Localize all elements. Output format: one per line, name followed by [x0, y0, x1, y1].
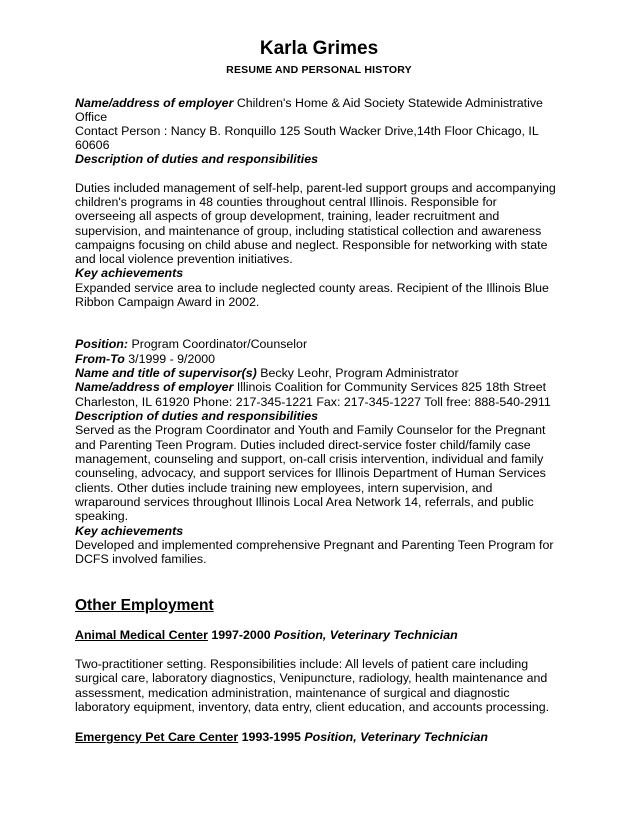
- other-entry1-desc-line: surgical care, laboratory diagnostics, Venipuncture, radiology, health maintenance and: [75, 671, 548, 685]
- job2-employer-line2: Charleston, IL 61920 Phone: 217-345-1221 Fax: 217-345-1227 Toll free: 888-540-2911: [75, 395, 551, 409]
- job2-duties-label: Description of duties and responsibilities: [75, 409, 319, 423]
- job1-duty-line: supervision, and maintenance of group, including statistical collection and awareness: [75, 224, 542, 238]
- job1-duty-line: campaigns focusing on child abuse and neglect. Responsible for networking with state: [75, 238, 548, 252]
- job2-duty-line: wraparound services throughout Illinois Local Area Network 14, referrals, and public: [75, 495, 534, 509]
- job2-duty-line: counseling, advocacy, and support services for Illinois Department of Human Services: [75, 466, 546, 480]
- other-employment-heading: Other Employment: [75, 597, 214, 614]
- job1-duty-line: children's programs in 48 counties throughout central Illinois. Responsible for: [75, 195, 497, 209]
- job1-duty-line: and local violence prevention initiatives.: [75, 252, 293, 266]
- job1-duty-line: overseeing all aspects of group development, training, leader recruitment and: [75, 209, 500, 223]
- job2-fromto-label: From-To: [75, 352, 125, 366]
- job2-fromto-line: [75, 352, 575, 367]
- job2-position-value: Program Coordinator/Counselor: [131, 337, 308, 351]
- job2-supervisor-value: Becky Leohr, Program Administrator: [260, 366, 459, 380]
- job2-achievements-label: Key achievements: [75, 524, 184, 538]
- job2-duty-line: Served as the Program Coordinator and Youth and Family Counselor for the Pregnant: [75, 423, 546, 437]
- other-entry1-dates: 1997-2000: [207, 628, 275, 642]
- other-entry1-line: [75, 628, 575, 643]
- job2-employer-value: Illinois Coalition for Community Services 825 18th Street: [236, 380, 547, 394]
- other-entry1-employer: Animal Medical Center: [75, 628, 208, 642]
- other-entry1-desc-line: assessment, medication administration, maintenance of surgical and diagnostic: [75, 686, 510, 700]
- other-entry2-line: [75, 730, 575, 745]
- other-entry2-employer: Emergency Pet Care Center: [75, 730, 239, 744]
- job2-supervisor-label: Name and title of supervisor(s): [75, 366, 257, 380]
- job1-contact-line2: 60606: [75, 138, 110, 152]
- job1-employer-value: Children's Home & Aid Society Statewide Administrative: [236, 96, 543, 110]
- job2-duty-line: and Parenting Teen Program. Duties included direct-service foster child/family case: [75, 438, 531, 452]
- job1-duties-label: Description of duties and responsibilities: [75, 152, 319, 166]
- job1-achievement-line: Ribbon Campaign Award in 2002.: [75, 295, 260, 309]
- job1-duty-line: Duties included management of self-help, parent-led support groups and accompanying: [75, 181, 556, 195]
- job2-fromto-value: 3/1999 - 9/2000: [128, 352, 216, 366]
- job2-duty-line: speaking.: [75, 509, 129, 523]
- job1-employer-label: Name/address of employer: [75, 96, 234, 110]
- other-entry1-desc-line: Two-practitioner setting. Responsibilities include: All levels of patient care including: [75, 657, 529, 671]
- other-entry1-position: Position, Veterinary Technician: [274, 628, 458, 642]
- job2-duty-line: clients. Other duties include training new employees, intern supervision, and: [75, 481, 493, 495]
- job1-achievement-line: Expanded service area to include neglected county areas. Recipient of the Illinois Blue: [75, 281, 549, 295]
- job2-achievement-line: Developed and implemented comprehensive Pregnant and Parenting Teen Program for: [75, 538, 554, 552]
- job1-achievements-label: Key achievements: [75, 266, 184, 280]
- other-entry2-position: Position, Veterinary Technician: [304, 730, 488, 744]
- job2-supervisor-line: [75, 366, 575, 381]
- resume-subtitle: RESUME AND PERSONAL HISTORY: [226, 64, 412, 76]
- other-entry2-dates: 1993-1995: [238, 730, 305, 744]
- job1-employer-line2: Office: [75, 110, 108, 124]
- job2-position-label: Position:: [75, 337, 128, 351]
- other-entry1-desc-line: laboratory equipment, inventory, data entry, client education, and accounts processing.: [75, 700, 550, 714]
- job2-employer-line: [75, 380, 575, 395]
- job1-contact-line: Contact Person : Nancy B. Ronquillo 125 South Wacker Drive,14th Floor Chicago, IL: [75, 124, 539, 138]
- job2-achievement-line: DCFS involved families.: [75, 552, 207, 566]
- resume-name: Karla Grimes: [259, 38, 379, 59]
- job1-employer-line: [75, 96, 575, 111]
- job2-employer-label: Name/address of employer: [75, 380, 234, 394]
- job2-position-line: [75, 337, 575, 352]
- job2-duty-line: management, counseling and support, on-call crisis intervention, individual and family: [75, 452, 544, 466]
